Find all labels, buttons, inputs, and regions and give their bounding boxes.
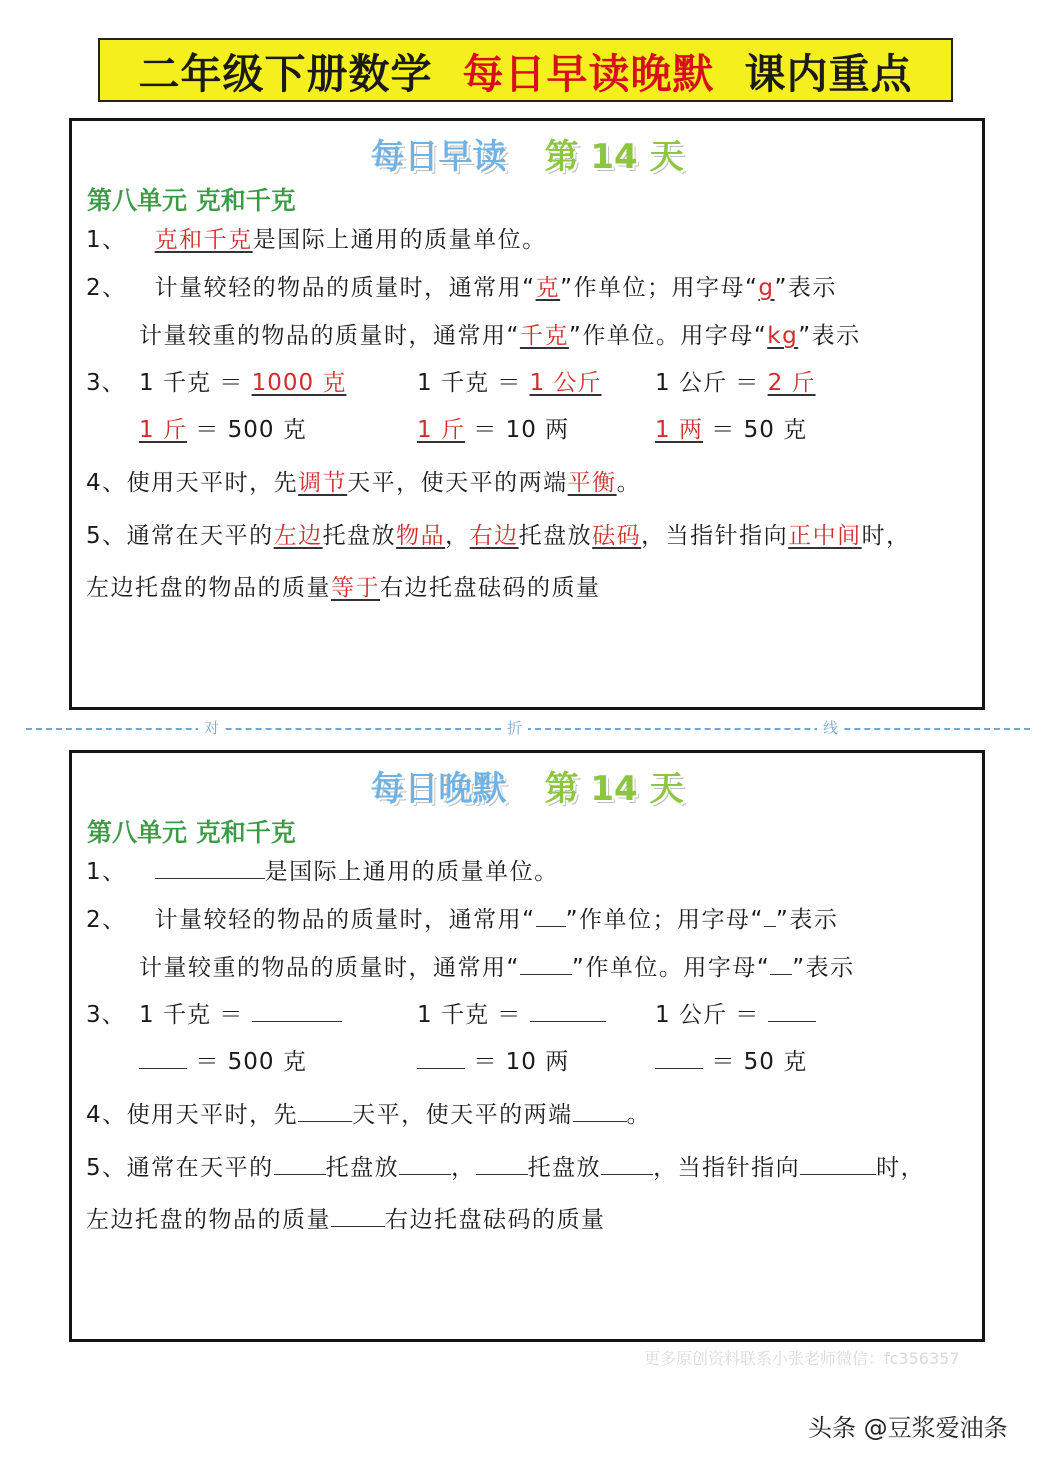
answer-blank[interactable] bbox=[800, 1154, 876, 1175]
answer-blank[interactable] bbox=[764, 906, 776, 927]
conversion-text: ＝ 10 两 bbox=[473, 1049, 570, 1075]
conversion-text: ＝ 500 克 bbox=[195, 417, 307, 443]
item-text: ”表示 bbox=[774, 275, 837, 301]
conversion-2 bbox=[417, 996, 606, 1029]
morning-title-label: 每日早读 bbox=[370, 137, 507, 177]
item-text: 右边托盘砝码的质量 bbox=[385, 1207, 606, 1233]
answer-blank[interactable] bbox=[417, 1048, 465, 1069]
item-text: 计量较重的物品的质量时，通常用“ bbox=[139, 955, 520, 981]
item-text: 天平，使天平的两端 bbox=[347, 470, 568, 496]
item-text: 左边托盘的物品的质量 bbox=[86, 1207, 331, 1233]
item-text: 时， bbox=[876, 1155, 926, 1181]
conversion-text: ＝ 500 克 bbox=[195, 1049, 307, 1075]
item-2-continued bbox=[139, 949, 855, 982]
answer: 1 斤 bbox=[139, 417, 187, 443]
item-text: ，当指针指向 bbox=[641, 523, 789, 549]
answer: 砝码 bbox=[592, 523, 642, 549]
item-text: 托盘放 bbox=[325, 1155, 400, 1181]
item-4 bbox=[86, 464, 641, 497]
answer: 平衡 bbox=[567, 470, 617, 496]
item-text: 是国际上通用的质量单位。 bbox=[264, 859, 559, 885]
morning-day-label: 第 14 天 bbox=[544, 137, 684, 177]
item-text: ”作单位；用字母“ bbox=[560, 275, 759, 301]
answer: 1 两 bbox=[655, 417, 703, 443]
conversion-3 bbox=[655, 364, 816, 397]
fold-label-2: 折 bbox=[501, 717, 528, 738]
answer-blank[interactable] bbox=[252, 1001, 342, 1022]
item-text: 。 bbox=[616, 470, 642, 496]
item-1 bbox=[86, 853, 559, 886]
item-text: 5、通常在天平的 bbox=[86, 523, 274, 549]
answer: 物品 bbox=[396, 523, 446, 549]
morning-reading-panel bbox=[69, 118, 985, 710]
item-text: 托盘放 bbox=[518, 523, 593, 549]
answer: 等于 bbox=[331, 575, 380, 601]
conversion-4 bbox=[139, 411, 307, 444]
conversion-text: ＝ 50 克 bbox=[711, 417, 808, 443]
answer-blank[interactable] bbox=[399, 1154, 451, 1175]
answer-blank[interactable] bbox=[770, 954, 792, 975]
item-number: 3、 bbox=[86, 1002, 126, 1028]
item-text: 右边托盘砝码的质量 bbox=[380, 575, 601, 601]
conversion-5 bbox=[417, 1043, 569, 1076]
item-text: ”作单位。用字母“ bbox=[568, 323, 768, 349]
answer-blank[interactable] bbox=[139, 1048, 187, 1069]
conversion-3 bbox=[655, 996, 816, 1029]
answer-blank[interactable] bbox=[298, 1101, 352, 1122]
conversion-text: 1 公斤 ＝ bbox=[655, 1002, 760, 1028]
answer: 正中间 bbox=[788, 523, 862, 549]
answer: kg bbox=[767, 323, 799, 349]
banner-left-text: 二年级下册数学 bbox=[138, 49, 433, 98]
item-4 bbox=[86, 1096, 651, 1129]
conversion-5 bbox=[417, 411, 569, 444]
item-text: 托盘放 bbox=[322, 523, 397, 549]
item-text: 计量较轻的物品的质量时，通常用“ bbox=[154, 907, 536, 933]
unit-title: 第八单元 克和千克 bbox=[87, 186, 296, 215]
answer: 克和千克 bbox=[154, 227, 253, 253]
item-text: 4、使用天平时，先 bbox=[86, 1102, 299, 1128]
answer: 2 斤 bbox=[767, 370, 816, 396]
item-5-continued bbox=[86, 1201, 606, 1234]
answer-blank[interactable] bbox=[655, 1048, 703, 1069]
item-text: ， bbox=[445, 523, 470, 549]
answer: 克 bbox=[535, 275, 561, 301]
answer-blank[interactable] bbox=[274, 1154, 326, 1175]
item-text: ”表示 bbox=[775, 907, 839, 933]
morning-reading-title bbox=[72, 129, 982, 178]
item-number: 1、 bbox=[86, 859, 127, 885]
answer-blank[interactable] bbox=[331, 1206, 385, 1227]
item-number: 2、 bbox=[86, 907, 127, 933]
item-text: 托盘放 bbox=[527, 1155, 602, 1181]
conversion-text: 1 千克 ＝ bbox=[139, 370, 244, 396]
item-text: 时， bbox=[861, 523, 911, 549]
answer: 左边 bbox=[273, 523, 323, 549]
item-text: 计量较重的物品的质量时，通常用“ bbox=[139, 323, 520, 349]
item-1 bbox=[86, 221, 547, 254]
item-text: ”作单位。用字母“ bbox=[571, 955, 771, 981]
item-text: ”表示 bbox=[798, 323, 861, 349]
answer: 1000 克 bbox=[251, 370, 347, 396]
conversion-text: 1 公斤 ＝ bbox=[655, 370, 760, 396]
item-text: ，当指针指向 bbox=[653, 1155, 801, 1181]
answer-blank[interactable] bbox=[530, 1001, 606, 1022]
item-5-continued bbox=[86, 569, 601, 602]
answer-blank[interactable] bbox=[768, 1001, 816, 1022]
answer-blank[interactable] bbox=[536, 906, 566, 927]
item-text: ”表示 bbox=[792, 955, 855, 981]
answer: 1 公斤 bbox=[529, 370, 602, 396]
item-text: 计量较轻的物品的质量时，通常用“ bbox=[154, 275, 536, 301]
watermark: 更多原创资料联系小张老师微信：fc356357 bbox=[644, 1349, 960, 1368]
answer: 调节 bbox=[298, 470, 348, 496]
answer: g bbox=[758, 275, 775, 301]
item-2 bbox=[86, 901, 838, 934]
answer-blank[interactable] bbox=[601, 1154, 653, 1175]
evening-title-label: 每日晚默 bbox=[370, 769, 507, 809]
answer: 1 斤 bbox=[417, 417, 465, 443]
unit-title: 第八单元 克和千克 bbox=[87, 818, 296, 847]
evening-recall-title bbox=[72, 761, 982, 810]
item-text: 天平，使天平的两端 bbox=[352, 1102, 573, 1128]
banner-middle-text: 每日早读晚默 bbox=[462, 49, 715, 98]
item-text: 左边托盘的物品的质量 bbox=[86, 575, 331, 601]
conversion-1 bbox=[139, 996, 342, 1029]
conversion-text: 1 千克 ＝ bbox=[417, 1002, 522, 1028]
answer-blank[interactable] bbox=[520, 954, 572, 975]
author-credit: 头条 @豆浆爱油条 bbox=[808, 1414, 1008, 1442]
item-text: ， bbox=[451, 1155, 476, 1181]
banner-right-text: 课内重点 bbox=[744, 49, 913, 98]
answer: 千克 bbox=[519, 323, 569, 349]
item-5 bbox=[86, 517, 911, 550]
conversion-2 bbox=[417, 364, 602, 397]
item-number: 3、 bbox=[86, 370, 126, 396]
conversion-text: 1 千克 ＝ bbox=[417, 370, 522, 396]
item-text: 。 bbox=[626, 1102, 652, 1128]
evening-day-label: 第 14 天 bbox=[544, 769, 684, 809]
item-number: 1、 bbox=[86, 227, 127, 253]
item-text: 4、使用天平时，先 bbox=[86, 470, 299, 496]
answer: 右边 bbox=[469, 523, 519, 549]
fold-label-1: 对 bbox=[198, 717, 225, 738]
evening-recall-panel bbox=[69, 750, 985, 1342]
answer-blank[interactable] bbox=[573, 1101, 627, 1122]
item-text: 是国际上通用的质量单位。 bbox=[252, 227, 547, 253]
conversion-text: ＝ 10 两 bbox=[473, 417, 570, 443]
conversion-text: 1 千克 ＝ bbox=[139, 1002, 244, 1028]
item-5 bbox=[86, 1149, 925, 1182]
conversion-6 bbox=[655, 1043, 807, 1076]
item-2 bbox=[86, 269, 837, 302]
item-text: 5、通常在天平的 bbox=[86, 1155, 274, 1181]
conversion-4 bbox=[139, 1043, 307, 1076]
item-2-continued bbox=[139, 317, 861, 350]
conversion-1 bbox=[139, 364, 346, 397]
conversion-text: ＝ 50 克 bbox=[711, 1049, 808, 1075]
header-banner bbox=[98, 38, 953, 102]
item-text: ”作单位；用字母“ bbox=[565, 907, 764, 933]
answer-blank[interactable] bbox=[155, 858, 265, 879]
item-number: 2、 bbox=[86, 275, 127, 301]
conversion-6 bbox=[655, 411, 807, 444]
answer-blank[interactable] bbox=[476, 1154, 528, 1175]
fold-label-3: 线 bbox=[817, 717, 844, 738]
